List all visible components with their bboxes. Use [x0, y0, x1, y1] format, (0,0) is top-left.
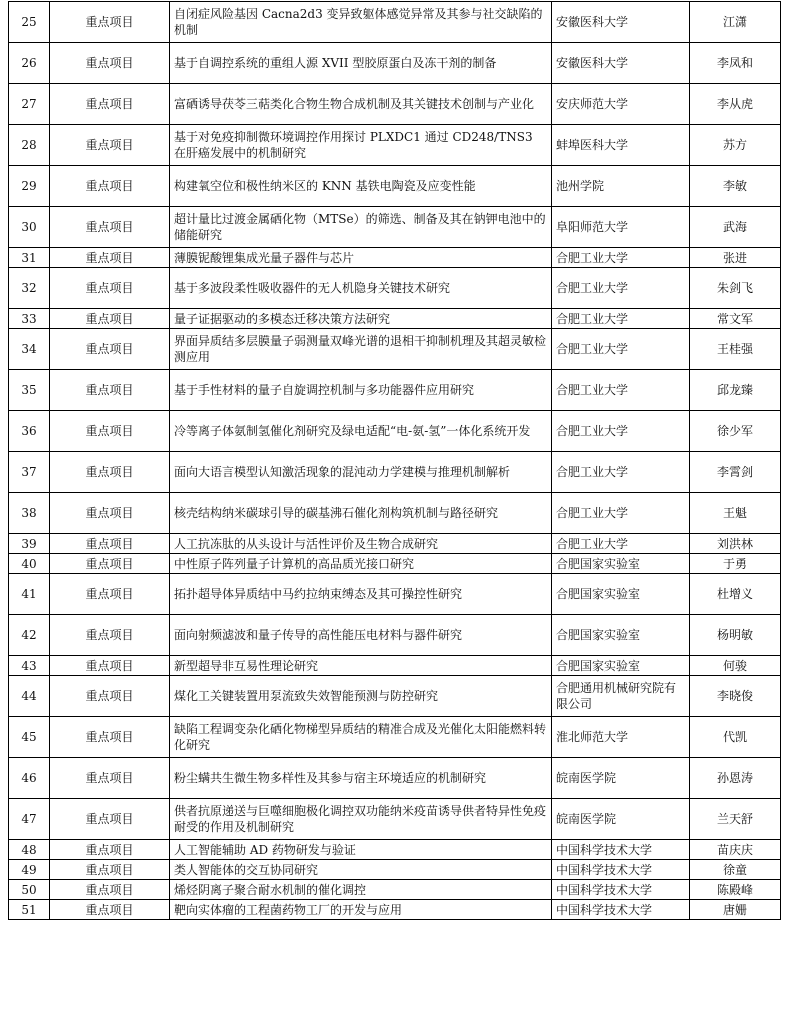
- project-type: 重点项目: [50, 860, 170, 880]
- table-row: [9, 452, 781, 493]
- institution: 合肥工业大学: [552, 452, 690, 493]
- institution: 池州学院: [552, 166, 690, 207]
- project-type: 重点项目: [50, 248, 170, 268]
- principal-investigator: 张进: [690, 248, 781, 268]
- table-row: [9, 166, 781, 207]
- institution: 安徽医科大学: [552, 2, 690, 43]
- table-row: [9, 574, 781, 615]
- project-title: 烯烃阴离子聚合耐水机制的催化调控: [170, 880, 552, 900]
- project-type: 重点项目: [50, 43, 170, 84]
- table-row: [9, 534, 781, 554]
- institution: 中国科学技术大学: [552, 900, 690, 920]
- project-type: 重点项目: [50, 166, 170, 207]
- row-number: 27: [9, 84, 50, 125]
- table-row: [9, 411, 781, 452]
- project-type: 重点项目: [50, 900, 170, 920]
- institution: 合肥工业大学: [552, 248, 690, 268]
- table-row: [9, 309, 781, 329]
- table-row: [9, 43, 781, 84]
- row-number: 51: [9, 900, 50, 920]
- principal-investigator: 常文军: [690, 309, 781, 329]
- table-row: [9, 656, 781, 676]
- project-type: 重点项目: [50, 493, 170, 534]
- principal-investigator: 唐姗: [690, 900, 781, 920]
- row-number: 29: [9, 166, 50, 207]
- project-table-container: [8, 1, 780, 920]
- principal-investigator: 王桂强: [690, 329, 781, 370]
- principal-investigator: 刘洪林: [690, 534, 781, 554]
- principal-investigator: 苗庆庆: [690, 840, 781, 860]
- project-title: 自闭症风险基因 Cacna2d3 变异致躯体感觉异常及其参与社交缺陷的机制: [170, 2, 552, 43]
- project-type: 重点项目: [50, 534, 170, 554]
- row-number: 49: [9, 860, 50, 880]
- institution: 中国科学技术大学: [552, 880, 690, 900]
- project-title: 面向射频滤波和量子传导的高性能压电材料与器件研究: [170, 615, 552, 656]
- institution: 皖南医学院: [552, 799, 690, 840]
- table-row: [9, 84, 781, 125]
- institution: 合肥工业大学: [552, 329, 690, 370]
- institution: 蚌埠医科大学: [552, 125, 690, 166]
- table-row: [9, 493, 781, 534]
- project-title: 煤化工关键装置用泵流致失效智能预测与防控研究: [170, 676, 552, 717]
- table-row: [9, 717, 781, 758]
- row-number: 32: [9, 268, 50, 309]
- institution: 合肥工业大学: [552, 534, 690, 554]
- institution: 安庆师范大学: [552, 84, 690, 125]
- institution: 合肥通用机械研究院有限公司: [552, 676, 690, 717]
- row-number: 25: [9, 2, 50, 43]
- project-title: 粉尘螨共生微生物多样性及其参与宿主环境适应的机制研究: [170, 758, 552, 799]
- principal-investigator: 朱剑飞: [690, 268, 781, 309]
- project-title: 基于多波段柔性吸收器件的无人机隐身关键技术研究: [170, 268, 552, 309]
- table-row: [9, 2, 781, 43]
- table-row: [9, 268, 781, 309]
- institution: 淮北师范大学: [552, 717, 690, 758]
- principal-investigator: 李从虎: [690, 84, 781, 125]
- principal-investigator: 武海: [690, 207, 781, 248]
- principal-investigator: 江潇: [690, 2, 781, 43]
- table-row: [9, 676, 781, 717]
- institution: 合肥国家实验室: [552, 656, 690, 676]
- project-title: 新型超导非互易性理论研究: [170, 656, 552, 676]
- principal-investigator: 李凤和: [690, 43, 781, 84]
- project-title: 基于自调控系统的重组人源 XVII 型胶原蛋白及冻干剂的制备: [170, 43, 552, 84]
- principal-investigator: 陈殿峰: [690, 880, 781, 900]
- project-type: 重点项目: [50, 758, 170, 799]
- institution: 合肥工业大学: [552, 411, 690, 452]
- principal-investigator: 苏方: [690, 125, 781, 166]
- institution: 合肥工业大学: [552, 370, 690, 411]
- institution: 阜阳师范大学: [552, 207, 690, 248]
- project-title: 靶向实体瘤的工程菌药物工厂的开发与应用: [170, 900, 552, 920]
- row-number: 44: [9, 676, 50, 717]
- project-type: 重点项目: [50, 309, 170, 329]
- project-type: 重点项目: [50, 880, 170, 900]
- table-row: [9, 370, 781, 411]
- project-type: 重点项目: [50, 615, 170, 656]
- principal-investigator: 杜增义: [690, 574, 781, 615]
- project-title: 缺陷工程调变杂化硒化物梯型异质结的精准合成及光催化太阳能燃料转化研究: [170, 717, 552, 758]
- principal-investigator: 杨明敏: [690, 615, 781, 656]
- table-row: [9, 799, 781, 840]
- project-title: 构建氧空位和极性纳米区的 KNN 基铁电陶瓷及应变性能: [170, 166, 552, 207]
- row-number: 33: [9, 309, 50, 329]
- principal-investigator: 孙恩涛: [690, 758, 781, 799]
- table-row: [9, 207, 781, 248]
- project-type: 重点项目: [50, 207, 170, 248]
- project-type: 重点项目: [50, 574, 170, 615]
- principal-investigator: 何骏: [690, 656, 781, 676]
- table-row: [9, 615, 781, 656]
- project-title: 中性原子阵列量子计算机的高品质光接口研究: [170, 554, 552, 574]
- project-type: 重点项目: [50, 554, 170, 574]
- principal-investigator: 邱龙臻: [690, 370, 781, 411]
- project-type: 重点项目: [50, 268, 170, 309]
- table-row: [9, 329, 781, 370]
- row-number: 43: [9, 656, 50, 676]
- project-title: 冷等离子体氨制氢催化剂研究及绿电适配“电-氨-氢”一体化系统开发: [170, 411, 552, 452]
- institution: 安徽医科大学: [552, 43, 690, 84]
- project-title: 类人智能体的交互协同研究: [170, 860, 552, 880]
- institution: 中国科学技术大学: [552, 840, 690, 860]
- project-type: 重点项目: [50, 717, 170, 758]
- institution: 合肥国家实验室: [552, 615, 690, 656]
- row-number: 26: [9, 43, 50, 84]
- project-type: 重点项目: [50, 329, 170, 370]
- institution: 合肥工业大学: [552, 493, 690, 534]
- principal-investigator: 李敏: [690, 166, 781, 207]
- table-row: [9, 125, 781, 166]
- project-title: 人工抗冻肽的从头设计与活性评价及生物合成研究: [170, 534, 552, 554]
- row-number: 34: [9, 329, 50, 370]
- row-number: 38: [9, 493, 50, 534]
- row-number: 50: [9, 880, 50, 900]
- project-type: 重点项目: [50, 125, 170, 166]
- row-number: 47: [9, 799, 50, 840]
- row-number: 42: [9, 615, 50, 656]
- project-type: 重点项目: [50, 656, 170, 676]
- row-number: 31: [9, 248, 50, 268]
- institution: 合肥工业大学: [552, 268, 690, 309]
- project-title: 薄膜铌酸锂集成光量子器件与芯片: [170, 248, 552, 268]
- table-row: [9, 840, 781, 860]
- row-number: 40: [9, 554, 50, 574]
- table-row: [9, 880, 781, 900]
- project-title: 量子证据驱动的多模态迁移决策方法研究: [170, 309, 552, 329]
- row-number: 35: [9, 370, 50, 411]
- project-title: 超计量比过渡金属硒化物（MTSe）的筛选、制备及其在钠钾电池中的储能研究: [170, 207, 552, 248]
- row-number: 30: [9, 207, 50, 248]
- institution: 合肥国家实验室: [552, 554, 690, 574]
- project-type: 重点项目: [50, 84, 170, 125]
- principal-investigator: 于勇: [690, 554, 781, 574]
- row-number: 41: [9, 574, 50, 615]
- project-title: 人工智能辅助 AD 药物研发与验证: [170, 840, 552, 860]
- row-number: 28: [9, 125, 50, 166]
- principal-investigator: 李晓俊: [690, 676, 781, 717]
- project-title: 基于对免疫抑制微环境调控作用探讨 PLXDC1 通过 CD248/TNS3 在肝癌发展中的机制研究: [170, 125, 552, 166]
- project-title: 面向大语言模型认知激活现象的混沌动力学建模与推理机制解析: [170, 452, 552, 493]
- project-type: 重点项目: [50, 840, 170, 860]
- project-title: 拓扑超导体异质结中马约拉纳束缚态及其可操控性研究: [170, 574, 552, 615]
- institution: 合肥国家实验室: [552, 574, 690, 615]
- institution: 中国科学技术大学: [552, 860, 690, 880]
- principal-investigator: 徐少军: [690, 411, 781, 452]
- table-row: [9, 554, 781, 574]
- project-title: 界面异质结多层膜量子弱测量双峰光谱的退相干抑制机理及其超灵敏检测应用: [170, 329, 552, 370]
- project-table-body: [9, 2, 781, 920]
- row-number: 48: [9, 840, 50, 860]
- project-title: 供者抗原递送与巨噬细胞极化调控双功能纳米疫苗诱导供者特异性免疫耐受的作用及机制研究: [170, 799, 552, 840]
- row-number: 46: [9, 758, 50, 799]
- table-row: [9, 900, 781, 920]
- row-number: 39: [9, 534, 50, 554]
- principal-investigator: 代凯: [690, 717, 781, 758]
- institution: 合肥工业大学: [552, 309, 690, 329]
- row-number: 45: [9, 717, 50, 758]
- project-type: 重点项目: [50, 676, 170, 717]
- row-number: 37: [9, 452, 50, 493]
- institution: 皖南医学院: [552, 758, 690, 799]
- principal-investigator: 李霄剑: [690, 452, 781, 493]
- principal-investigator: 王魁: [690, 493, 781, 534]
- table-row: [9, 758, 781, 799]
- table-row: [9, 248, 781, 268]
- project-type: 重点项目: [50, 411, 170, 452]
- row-number: 36: [9, 411, 50, 452]
- project-type: 重点项目: [50, 452, 170, 493]
- principal-investigator: 兰天舒: [690, 799, 781, 840]
- principal-investigator: 徐童: [690, 860, 781, 880]
- project-type: 重点项目: [50, 370, 170, 411]
- project-title: 核壳结构纳米碳球引导的碳基沸石催化剂构筑机制与路径研究: [170, 493, 552, 534]
- project-type: 重点项目: [50, 799, 170, 840]
- project-type: 重点项目: [50, 2, 170, 43]
- table-row: [9, 860, 781, 880]
- project-title: 富硒诱导茯苓三萜类化合物生物合成机制及其关键技术创制与产业化: [170, 84, 552, 125]
- project-title: 基于手性材料的量子自旋调控机制与多功能器件应用研究: [170, 370, 552, 411]
- project-table: [8, 1, 781, 920]
